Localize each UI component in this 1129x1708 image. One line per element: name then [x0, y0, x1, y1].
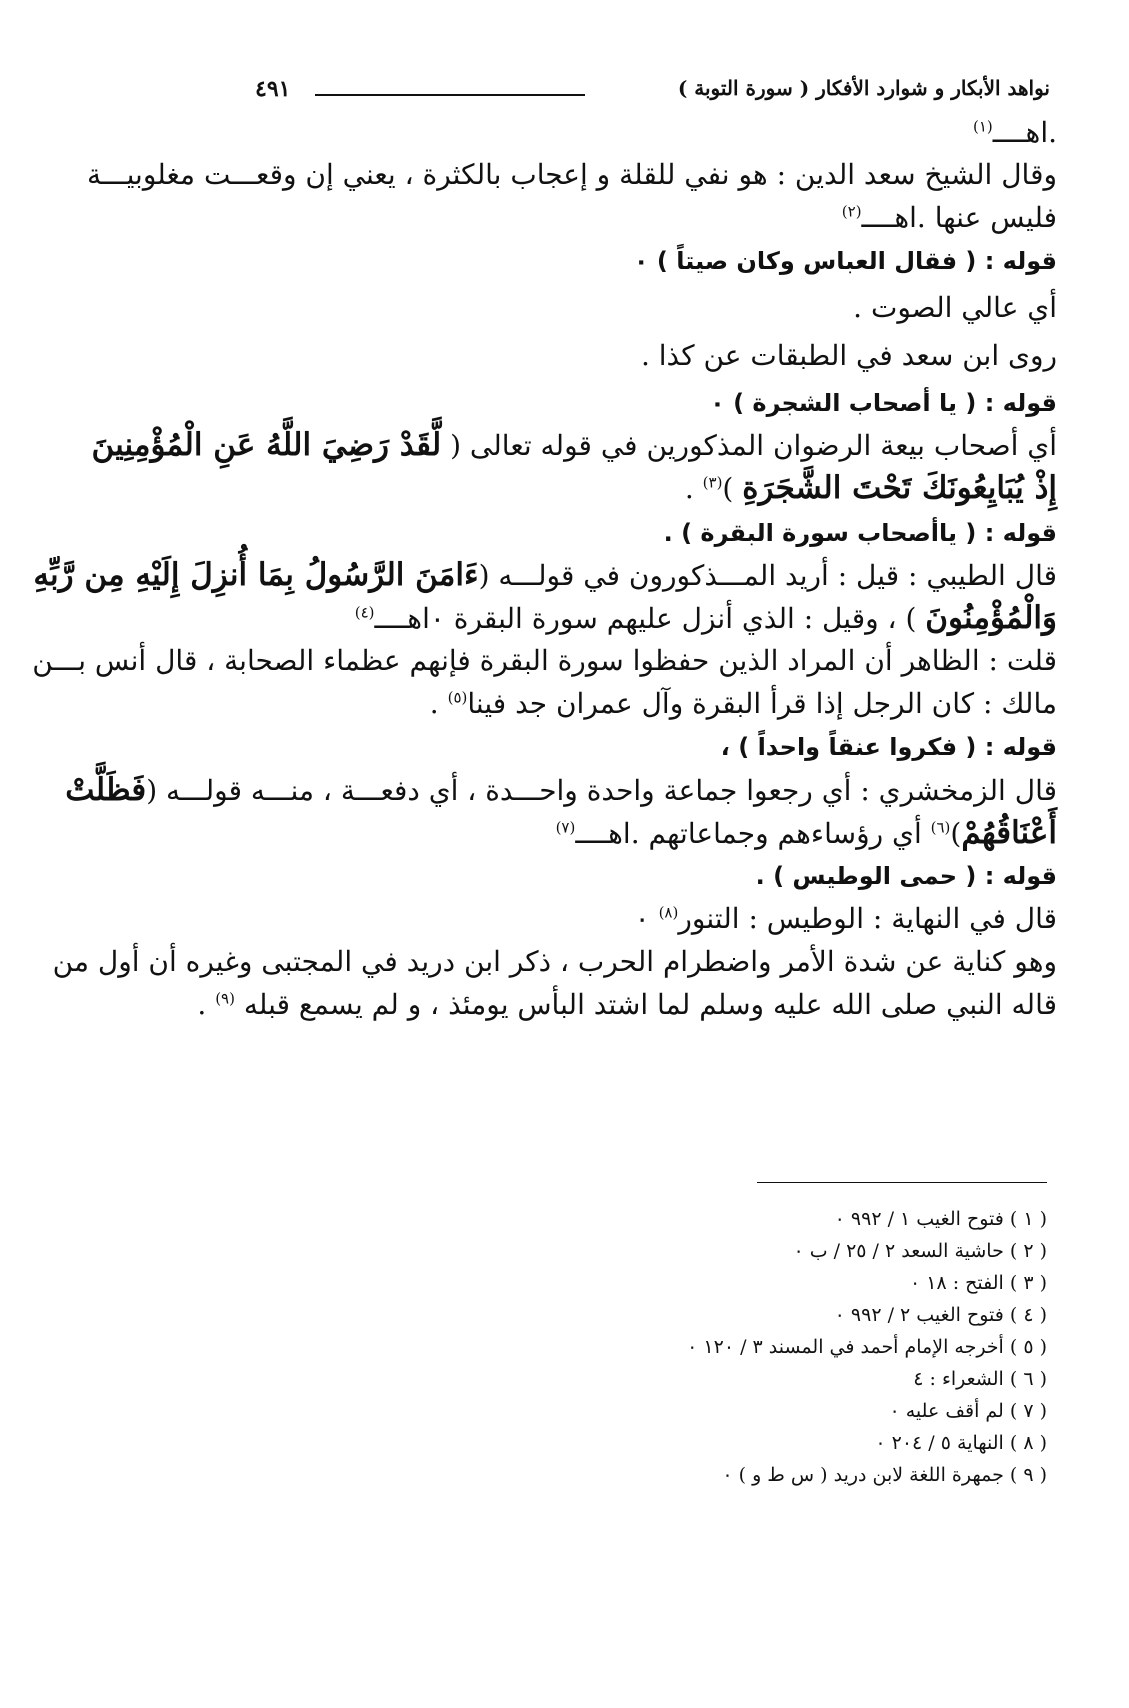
footnote-4: ( ٤ ) فتوح الغيب ٢ / ٩٩٢ ٠	[834, 1304, 1047, 1326]
footnote-5: ( ٥ ) أخرجه الإمام أحمد في المسند ٣ / ١٢٠ ٠	[687, 1336, 1047, 1358]
footnote-separator	[757, 1182, 1047, 1183]
text-line-19: قال في النهاية : الوطيس : التنور$^{(٨)}$ ٠	[634, 902, 1057, 935]
footnote-3: ( ٣ ) الفتح : ١٨ ٠	[909, 1272, 1047, 1294]
footnote-2: ( ٢ ) حاشية السعد ٢ / ٢٥ / ب ٠	[793, 1240, 1047, 1262]
text-line-9: إِذْ يُبَايِعُونَكَ تَحْتَ الشَّجَرَةِ )$^{(٣)}$ .	[684, 470, 1057, 506]
text-line-3: فليس عنها .اهــــ$^{(٢)}$	[841, 201, 1057, 234]
footnote-8: ( ٨ ) النهاية ٥ / ٢٠٤ ٠	[875, 1432, 1047, 1454]
heading-watis: قوله : ( حمى الوطيس ) .	[755, 862, 1057, 890]
footnote-7: ( ٧ ) لم أقف عليه ٠	[889, 1400, 1047, 1422]
quran-quote: ءَامَنَ الرَّسُولُ بِمَا أُنزِلَ إِلَيْهِ مِن رَّبِّهِ	[33, 557, 479, 593]
heading-fakarru: قوله : ( فكروا عنقاً واحداً ) ،	[720, 733, 1057, 761]
heading-shajara: قوله : ( يا أصحاب الشجرة ) ٠	[710, 389, 1057, 417]
text-line-12: وَالْمُؤْمِنُونَ ) ، وقيل : الذي أنزل عليهم سورة البقرة ٠اهــــ$^{(٤)}$	[354, 600, 1057, 636]
text-line-8: أي أصحاب بيعة الرضوان المذكورين في قوله تعالى ( لَّقَدْ رَضِيَ اللَّهُ عَنِ الْمُؤْمِنِينَ	[91, 427, 1057, 463]
quran-quote: إِذْ يُبَايِعُونَكَ تَحْتَ الشَّجَرَةِ	[742, 470, 1057, 506]
quran-quote: أَعْنَاقُهُمْ	[961, 815, 1057, 851]
text-line-14: مالك : كان الرجل إذا قرأ البقرة وآل عمران جد فينا$^{(٥)}$ .	[429, 687, 1057, 720]
page-number: ٤٩١	[255, 76, 291, 102]
text-line-6: روى ابن سعد في الطبقات عن كذا .	[640, 339, 1057, 372]
heading-baqara: قوله : ( ياأصحاب سورة البقرة ) .	[663, 519, 1057, 547]
text-line-20: وهو كناية عن شدة الأمر واضطرام الحرب ، ذكر ابن دريد في المجتبى وغيره أن أول من	[52, 945, 1057, 978]
text-line-17: أَعْنَاقُهُمْ)$^{(٦)}$ أي رؤساءهم وجماعاتهم .اهــــ$^{(٧)}$	[555, 815, 1057, 851]
footnote-9: ( ٩ ) جمهرة اللغة لابن دريد ( س ط و ) ٠	[722, 1464, 1047, 1486]
quran-quote: فَظَلَّتْ	[65, 772, 147, 808]
text-line-11: قال الطيبي : قيل : أريد المـــذكورون في قولـــه (ءَامَنَ الرَّسُولُ بِمَا أُنزِلَ إِلَيْهِ مِن رَّبِّهِ	[33, 557, 1057, 593]
text-line-5: أي عالي الصوت .	[853, 291, 1057, 324]
header-rule	[315, 94, 585, 96]
text-line-13: قلت : الظاهر أن المراد الذين حفظوا سورة البقرة فإنهم عظماء الصحابة ، قال أنس بـــن	[32, 644, 1057, 677]
text-line-2: وقال الشيخ سعد الدين : هو نفي للقلة و إعجاب بالكثرة ، يعني إن وقعـــت مغلوبيـــة	[86, 158, 1057, 191]
text-line-1: .اهــــ$^{(١)}$	[972, 116, 1057, 149]
text-line-21: قاله النبي صلى الله عليه وسلم لما اشتد البأس يومئذ ، و لم يسمع قبله $^{(٩)}$ .	[197, 988, 1057, 1021]
text-line-16: قال الزمخشري : أي رجعوا جماعة واحدة واحـــدة ، أي دفعـــة ، منـــه قولـــه (فَظَلَّتْ	[65, 772, 1057, 808]
footnote-6: ( ٦ ) الشعراء : ٤	[913, 1368, 1047, 1390]
footnote-1: ( ١ ) فتوح الغيب ١ / ٩٩٢ ٠	[834, 1208, 1047, 1230]
running-header	[255, 72, 1050, 116]
quran-quote: لَّقَدْ رَضِيَ اللَّهُ عَنِ الْمُؤْمِنِينَ	[91, 427, 442, 463]
heading-abbas: قوله : ( فقال العباس وكان صيتاً ) ٠	[633, 247, 1057, 275]
running-title: نواهد الأبكار و شوارد الأفكار ( سورة التوبة )	[677, 76, 1050, 100]
quran-quote: وَالْمُؤْمِنُونَ	[925, 600, 1057, 636]
